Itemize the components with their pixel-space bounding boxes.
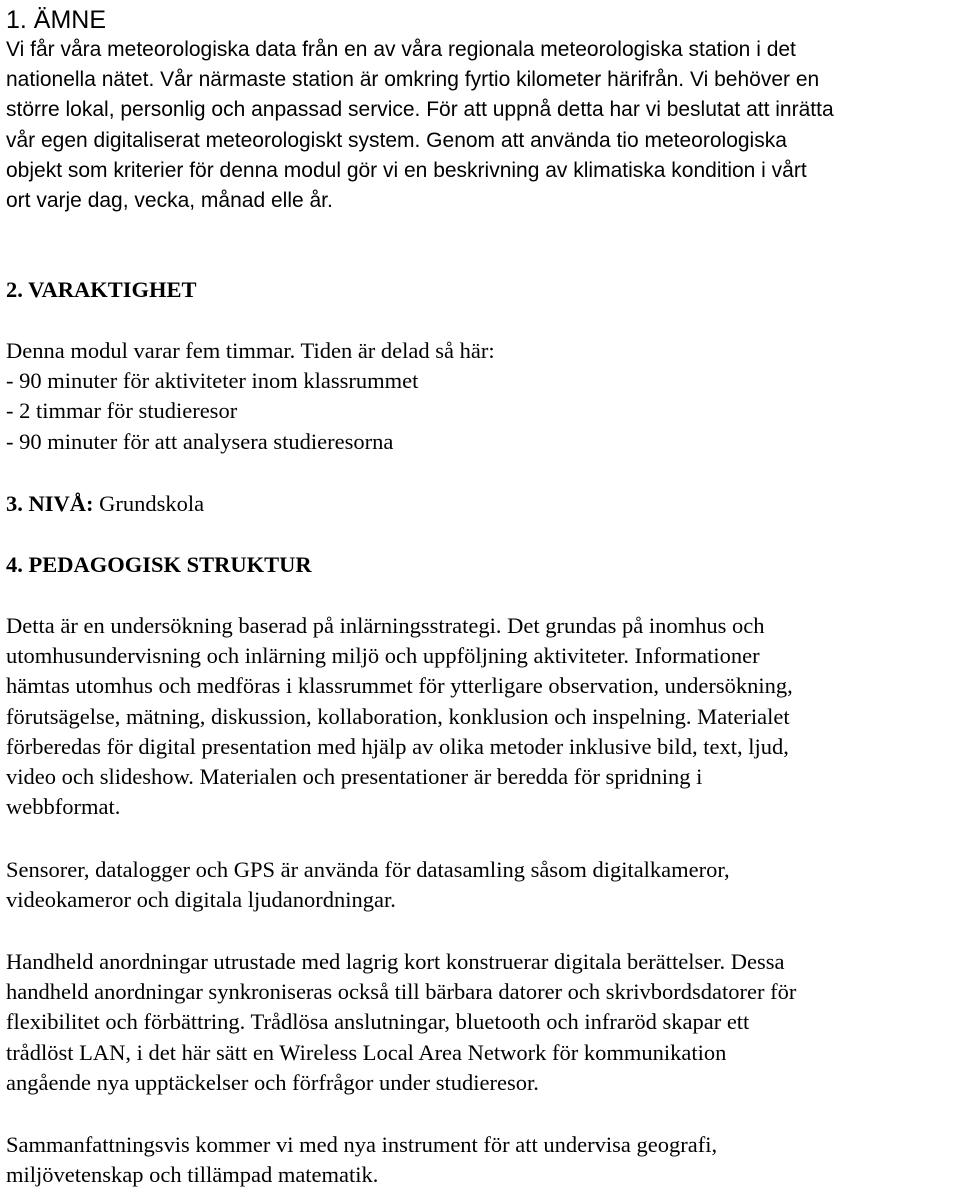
paragraph-line: större lokal, personlig och anpassad service. För att uppnå detta har vi beslutat att inrätta <box>6 98 834 122</box>
paragraph-line: videokameror och digitala ljudanordningar. <box>6 887 396 913</box>
paragraph-line: utomhusundervisning och inlärning miljö och uppföljning aktiviteter. Informationer <box>6 643 760 669</box>
paragraph-line: ort varje dag, vecka, månad elle år. <box>6 188 333 212</box>
section-1-heading: 1. ÄMNE <box>6 6 107 34</box>
paragraph-line: Detta är en undersökning baserad på inlärningsstrategi. Det grundas på inomhus och <box>6 613 765 638</box>
paragraph-line: video och slideshow. Materialen och presentationer är beredda för spridning i <box>6 763 703 789</box>
paragraph-line: vår egen digitaliserat meteorologiskt system. Genom att använda tio meteorologiska <box>6 128 787 152</box>
section-3-value: Grundskola <box>93 491 205 516</box>
paragraph-line: Vi får våra meteorologiska data från en av våra regionala meteorologiska station i det <box>6 38 796 61</box>
section-4-paragraph-3 <box>6 947 954 1098</box>
paragraph-line: nationella nätet. Vår närmaste station är omkring fyrtio kilometer härifrån. Vi behöver en <box>6 68 820 92</box>
section-2-heading: 2. VARAKTIGHET <box>6 277 197 302</box>
paragraph-line: Denna modul varar fem timmar. Tiden är delad så här: <box>6 338 495 363</box>
paragraph-line: hämtas utomhus och medföras i klassrummet för ytterligare observation, undersökning, <box>6 673 793 699</box>
section-4-heading: 4. PEDAGOGISK STRUKTUR <box>6 552 312 577</box>
list-item: - 90 minuter för att analysera studieresorna <box>6 428 394 454</box>
paragraph-line: förberedas för digital presentation med hjälp av olika metoder inklusive bild, text, ljud, <box>6 733 789 759</box>
paragraph-line: förutsägelse, mätning, diskussion, kollaboration, konklusion och inspelning. Materialet <box>6 703 790 729</box>
paragraph-line: trådlöst LAN, i det här sätt en Wireless Local Area Network för kommunikation <box>6 1039 727 1065</box>
paragraph-line: objekt som kriterier för denna modul gör vi en beskrivning av klimatiska kondition i vårt <box>6 158 807 182</box>
paragraph-line: Sammanfattningsvis kommer vi med nya instrument för att undervisa geografi, <box>6 1132 718 1157</box>
paragraph-line: angående nya upptäckelser och förfrågor under studieresor. <box>6 1069 539 1095</box>
list-item: - 90 minuter för aktiviteter inom klassrummet <box>6 368 419 394</box>
section-3-heading <box>6 489 204 519</box>
paragraph-line: Sensorer, datalogger och GPS är använda för datasamling såsom digitalkameror, <box>6 857 730 882</box>
section-3-label: 3. NIVÅ: <box>6 491 94 516</box>
paragraph-line: webbformat. <box>6 794 121 820</box>
section-1-paragraph <box>6 35 954 216</box>
list-item: - 2 timmar för studieresor <box>6 398 238 424</box>
paragraph-line: miljövetenskap och tillämpad matematik. <box>6 1162 379 1188</box>
section-2-paragraph <box>6 336 954 457</box>
paragraph-line: flexibilitet och förbättring. Trådlösa anslutningar, bluetooth och infraröd skapar ett <box>6 1009 750 1035</box>
paragraph-line: handheld anordningar synkroniseras också till bärbara datorer och skrivbordsdatorer för <box>6 979 797 1005</box>
section-4-paragraph-1 <box>6 611 954 822</box>
paragraph-line: Handheld anordningar utrustade med lagrig kort konstruerar digitala berättelser. Dessa <box>6 949 785 974</box>
section-4-paragraph-4 <box>6 1130 954 1190</box>
section-4-paragraph-2 <box>6 855 954 915</box>
